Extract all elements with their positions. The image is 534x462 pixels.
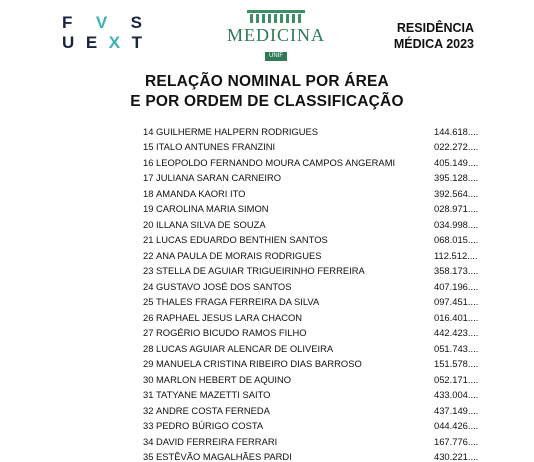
document-header xyxy=(0,0,534,64)
rank-number: 29 xyxy=(143,358,154,370)
rank-number: 27 xyxy=(143,327,154,339)
list-item xyxy=(0,217,534,233)
list-item xyxy=(0,279,534,295)
candidate-name: CAROLINA MARIA SIMON xyxy=(156,203,269,215)
list-item xyxy=(0,434,534,450)
candidate-id: 442.423.... xyxy=(434,327,479,339)
fvs-uext-logo xyxy=(62,14,158,54)
rank-number: 31 xyxy=(143,389,154,401)
list-item xyxy=(0,449,534,462)
medicina-logo xyxy=(226,10,326,59)
list-item xyxy=(0,418,534,434)
candidate-name: AMANDA KAORI ITO xyxy=(156,187,246,199)
candidate-id: 437.149.... xyxy=(434,404,479,416)
candidate-name: ANDRE COSTA FERNEDA xyxy=(156,404,270,416)
candidate-id: 068.015.... xyxy=(434,234,479,246)
logo-letter: T xyxy=(131,33,142,52)
candidate-name: LUCAS EDUARDO BENTHIEN SANTOS xyxy=(156,234,328,246)
rank-number: 24 xyxy=(143,280,154,292)
rank-number: 23 xyxy=(143,265,154,277)
list-item xyxy=(0,170,534,186)
logo-row-top xyxy=(62,14,142,32)
rank-number: 32 xyxy=(143,404,154,416)
program-name: RESIDÊNCIA xyxy=(396,21,474,35)
logo-letter: E xyxy=(85,33,98,52)
candidate-id: 051.743.... xyxy=(434,342,479,354)
candidate-name: PEDRO BÚRIGO COSTA xyxy=(156,420,264,432)
rank-number: 19 xyxy=(143,203,154,215)
rank-number: 25 xyxy=(143,296,154,308)
candidate-name: JULIANA SARAN CARNEIRO xyxy=(156,172,282,184)
list-item xyxy=(0,387,534,403)
list-item xyxy=(0,403,534,419)
candidate-name: STELLA DE AGUIAR TRIGUEIRINHO FERREIRA xyxy=(156,265,365,277)
logo-letter: S xyxy=(130,13,142,32)
rank-number: 20 xyxy=(143,218,154,230)
candidate-name: LUCAS AGUIAR ALENCAR DE OLIVEIRA xyxy=(156,342,334,354)
program-label xyxy=(354,20,474,52)
logo-letter: X xyxy=(108,33,121,52)
list-item xyxy=(0,356,534,372)
candidate-name: TATYANE MAZETTI SAITO xyxy=(156,389,271,401)
candidate-id: 034.998.... xyxy=(434,218,479,230)
candidate-name: GUILHERME HALPERN RODRIGUES xyxy=(156,126,319,137)
rank-number: 35 xyxy=(143,451,154,462)
candidate-id: 112.512.... xyxy=(434,249,478,261)
list-item xyxy=(0,325,534,341)
logo-row-bottom xyxy=(62,34,142,52)
list-item xyxy=(0,186,534,202)
candidate-id: 407.196.... xyxy=(434,280,479,292)
candidate-id: 044.426.... xyxy=(434,420,479,432)
logo-letter: F xyxy=(62,13,73,32)
candidate-name: RAPHAEL JESUS LARA CHACON xyxy=(156,311,303,323)
list-item xyxy=(0,124,534,140)
rank-number: 16 xyxy=(143,156,154,168)
medicina-logo-subtext: UNIF xyxy=(265,52,287,61)
candidate-id: 022.272.... xyxy=(434,141,479,153)
candidate-id: 028.971.... xyxy=(434,203,479,215)
rank-number: 22 xyxy=(143,249,154,261)
candidate-id: 392.564.... xyxy=(434,187,479,199)
candidate-name: DAVID FERREIRA FERRARI xyxy=(156,435,278,447)
candidate-id: 151.578.... xyxy=(434,358,479,370)
list-item xyxy=(0,341,534,357)
candidate-id: 433.004.... xyxy=(434,389,479,401)
rank-number: 18 xyxy=(143,187,154,199)
rank-number: 17 xyxy=(143,172,154,184)
candidate-id: 358.173.... xyxy=(434,265,479,277)
list-item xyxy=(0,248,534,264)
candidate-id: 052.171.... xyxy=(434,373,479,385)
candidate-id: 016.401.... xyxy=(434,311,479,323)
candidate-name: ESTÊVÃO MAGALHÃES PARDI xyxy=(156,451,292,462)
building-icon xyxy=(247,10,305,24)
list-item xyxy=(0,201,534,217)
candidate-name: ILLANA SILVA DE SOUZA xyxy=(156,218,266,230)
title-line-2: E POR ORDEM DE CLASSIFICAÇÃO xyxy=(130,93,404,110)
rank-number: 21 xyxy=(143,234,154,246)
rank-number: 28 xyxy=(143,342,154,354)
candidate-name: ITALO ANTUNES FRANZINI xyxy=(156,141,276,153)
list-item xyxy=(0,372,534,388)
candidate-id: 430.221.... xyxy=(434,451,479,462)
candidate-name: LEOPOLDO FERNANDO MOURA CAMPOS ANGERAMI xyxy=(156,156,396,168)
logo-letter: U xyxy=(62,33,75,52)
list-item xyxy=(0,263,534,279)
title-line-1: RELAÇÃO NOMINAL POR ÁREA xyxy=(145,73,389,90)
rank-number: 33 xyxy=(143,420,154,432)
candidate-name: THALES FRAGA FERREIRA DA SILVA xyxy=(156,296,320,308)
page-title xyxy=(0,72,534,112)
rank-number: 34 xyxy=(143,435,154,447)
candidate-name: MANUELA CRISTINA RIBEIRO DIAS BARROSO xyxy=(156,358,362,370)
candidate-id: 097.451.... xyxy=(434,296,479,308)
candidate-id: 144.618.... xyxy=(434,126,479,137)
program-year: MÉDICA 2023 xyxy=(393,37,474,51)
candidate-name: MARLON HEBERT DE AQUINO xyxy=(156,373,292,385)
list-item xyxy=(0,155,534,171)
rank-number: 14 xyxy=(143,126,154,137)
rank-number: 26 xyxy=(143,311,154,323)
list-item xyxy=(0,310,534,326)
list-item xyxy=(0,139,534,155)
rank-number: 30 xyxy=(143,373,154,385)
logo-letter: V xyxy=(95,13,108,32)
candidate-name: ANA PAULA DE MORAIS RODRIGUES xyxy=(156,249,322,261)
list-item xyxy=(0,232,534,248)
candidate-id: 395.128.... xyxy=(434,172,479,184)
medicina-logo-text: MEDICINA xyxy=(227,25,325,45)
candidate-name: ROGÉRIO BICUDO RAMOS FILHO xyxy=(156,327,307,339)
candidate-id: 405.149.... xyxy=(434,156,479,168)
list-item xyxy=(0,294,534,310)
candidate-id: 167.776.... xyxy=(434,435,479,447)
rank-number: 15 xyxy=(143,141,154,153)
candidate-name: GUSTAVO JOSÉ DOS SANTOS xyxy=(156,280,292,292)
